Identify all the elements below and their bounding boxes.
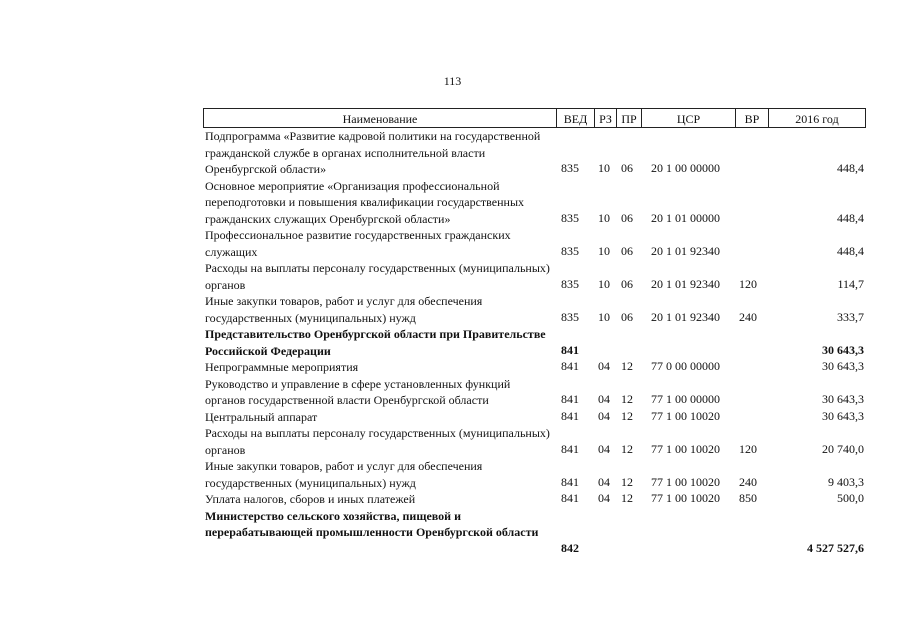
row-name: Центральный аппарат (205, 409, 318, 424)
row-ved: 835 (561, 276, 579, 291)
row-sum: 30 643,3 (822, 342, 864, 357)
row-csr: 77 1 00 10020 (651, 491, 720, 505)
table-row (203, 178, 866, 228)
row-pr: 12 (621, 359, 633, 373)
table-row (203, 376, 866, 409)
table-row (203, 359, 866, 376)
row-pr: 06 (621, 210, 633, 225)
row-rz: 04 (598, 408, 610, 423)
row-name: Основное мероприятие «Организация профессиональной переподготовки и повышения квалификации государственных гражданских служащих Оренбургской области» (205, 178, 525, 226)
row-pr: 06 (621, 161, 633, 175)
table-row (203, 227, 866, 260)
row-name: Непрограммные мероприятия (205, 360, 359, 374)
budget-table (203, 108, 866, 557)
row-vr: 120 (739, 441, 757, 456)
row-ved: 841 (561, 474, 579, 489)
table-row (203, 326, 866, 359)
row-sum: 4 527 527,6 (807, 540, 864, 555)
row-vr: 120 (739, 276, 757, 291)
row-name: Профессиональное развитие государственных гражданских служащих (205, 228, 511, 259)
row-rz: 04 (598, 474, 610, 489)
row-name: Руководство и управление в сфере установленных функций органов государственной власти Оренбургской области (205, 376, 511, 407)
row-vr: 850 (739, 491, 757, 505)
row-ved: 841 (561, 491, 579, 505)
page-number: 113 (443, 74, 462, 88)
table-row (203, 260, 866, 293)
row-csr: 20 1 01 92340 (651, 309, 720, 324)
row-rz: 10 (598, 309, 610, 324)
header-name: Наименование (342, 112, 418, 126)
row-sum: 30 643,3 (822, 359, 864, 373)
table-row (203, 128, 866, 178)
row-rz: 10 (598, 210, 610, 225)
row-rz: 10 (598, 161, 610, 175)
row-ved: 835 (561, 210, 579, 225)
row-csr: 20 1 01 00000 (651, 210, 720, 225)
table-body (203, 128, 866, 557)
row-sum: 20 740,0 (822, 441, 864, 456)
row-ved: 835 (561, 243, 579, 258)
row-ved: 841 (561, 342, 579, 357)
row-name: Представительство Оренбургской области при Правительстве Российской Федерации (205, 327, 546, 358)
row-sum: 30 643,3 (822, 392, 864, 406)
row-csr: 77 0 00 00000 (651, 359, 720, 373)
row-ved: 842 (561, 540, 579, 555)
row-pr: 12 (621, 408, 633, 423)
row-pr: 12 (621, 392, 633, 406)
row-rz: 04 (598, 441, 610, 456)
row-csr: 77 1 00 10020 (651, 441, 720, 456)
row-name: Уплата налогов, сборов и иных платежей (205, 492, 416, 506)
row-sum: 500,0 (837, 491, 864, 505)
table-row (203, 293, 866, 326)
row-sum: 9 403,3 (828, 474, 864, 489)
row-pr: 06 (621, 276, 633, 291)
row-rz: 04 (598, 392, 610, 406)
row-name: Расходы на выплаты персоналу государственных (муниципальных) органов (205, 261, 550, 292)
row-name: Подпрограмма «Развитие кадровой политики на государственной гражданской службе в органах исполнительной власти Оренбургской области» (205, 129, 541, 176)
header-pr: ПР (621, 112, 637, 126)
row-pr: 12 (621, 491, 633, 505)
row-sum: 448,4 (837, 210, 864, 225)
row-pr: 06 (621, 309, 633, 324)
row-name: Расходы на выплаты персоналу государственных (муниципальных) органов (205, 426, 550, 457)
table-row (203, 491, 866, 508)
row-pr: 06 (621, 243, 633, 258)
row-csr: 20 1 01 92340 (651, 276, 720, 291)
row-sum: 114,7 (837, 276, 864, 291)
row-rz: 10 (598, 243, 610, 258)
row-name: Иные закупки товаров, работ и услуг для обеспечения государственных (муниципальных) нужд (205, 459, 483, 490)
header-vr: ВР (744, 112, 760, 126)
row-csr: 20 1 00 00000 (651, 161, 720, 175)
row-csr: 77 1 00 10020 (651, 408, 720, 423)
table-header (203, 108, 866, 128)
header-rz: РЗ (599, 112, 612, 126)
row-ved: 835 (561, 309, 579, 324)
row-pr: 12 (621, 441, 633, 456)
row-sum: 448,4 (837, 243, 864, 258)
row-sum: 30 643,3 (822, 408, 864, 423)
row-ved: 841 (561, 441, 579, 456)
table-row (203, 508, 866, 558)
row-ved: 841 (561, 392, 579, 406)
table-row (203, 458, 866, 491)
row-ved: 835 (561, 161, 579, 175)
row-name: Министерство сельского хозяйства, пищевой и перерабатывающей промышленности Оренбургской области (205, 508, 539, 539)
row-name: Иные закупки товаров, работ и услуг для обеспечения государственных (муниципальных) нужд (205, 294, 483, 325)
row-sum: 333,7 (837, 309, 864, 324)
row-csr: 77 1 00 10020 (651, 474, 720, 489)
row-rz: 04 (598, 491, 610, 505)
header-ved: ВЕД (563, 112, 588, 126)
table-row (203, 425, 866, 458)
header-year: 2016 год (795, 112, 839, 126)
row-vr: 240 (739, 474, 757, 489)
row-csr: 77 1 00 00000 (651, 392, 720, 406)
row-ved: 841 (561, 359, 579, 373)
row-sum: 448,4 (837, 161, 864, 175)
row-pr: 12 (621, 474, 633, 489)
row-vr: 240 (739, 309, 757, 324)
table-row (203, 409, 866, 426)
row-rz: 10 (598, 276, 610, 291)
header-csr: ЦСР (676, 112, 701, 126)
row-csr: 20 1 01 92340 (651, 243, 720, 258)
row-ved: 841 (561, 408, 579, 423)
row-rz: 04 (598, 359, 610, 373)
